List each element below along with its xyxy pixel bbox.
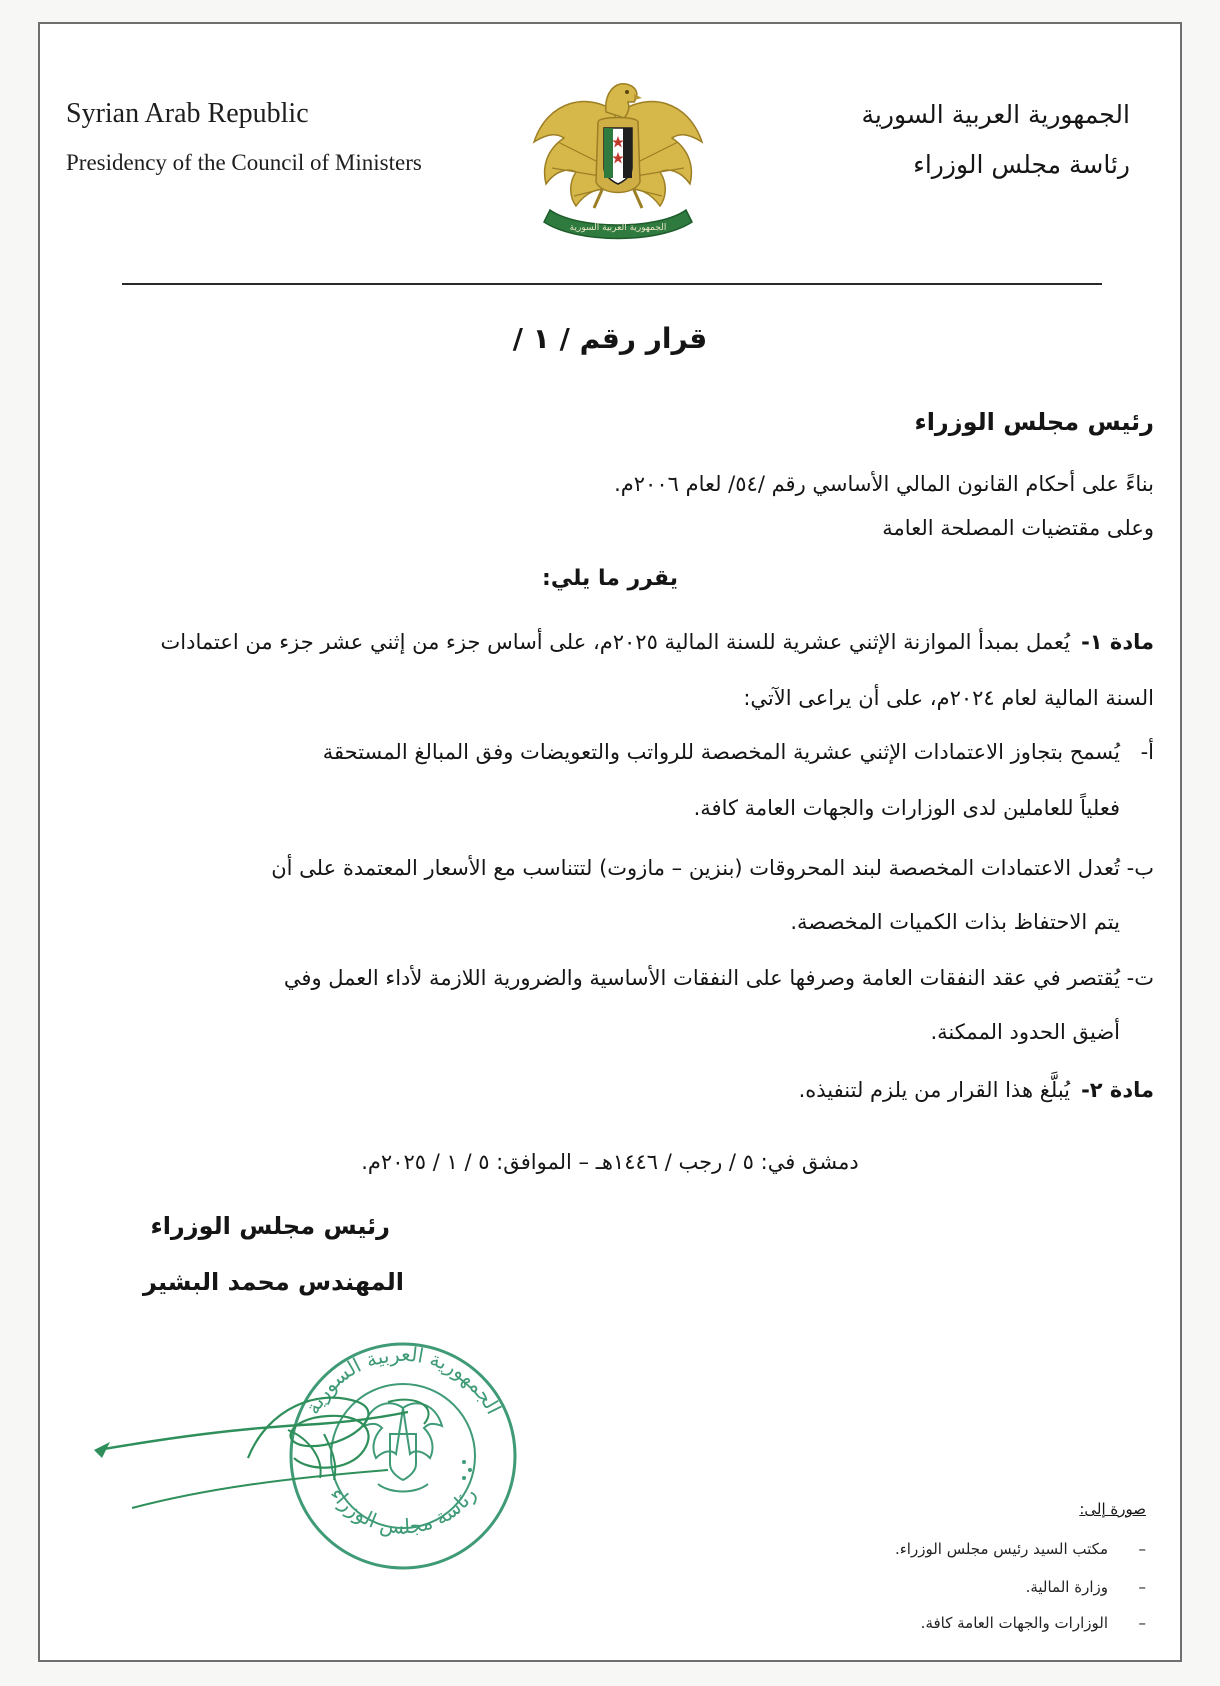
article-2-label: مادة ٢- [1081,1078,1154,1102]
header-ar-country: الجمهورية العربية السورية [861,100,1130,129]
cc-item-dash: – [1138,1614,1146,1632]
handwritten-signature [88,1368,488,1528]
item-b-label: ب- [1126,856,1154,880]
date-line: دمشق في: ٥ / رجب / ١٤٤٦هـ – الموافق: ٥ / ١ / ٢٠٢٥م. [361,1150,859,1174]
cc-item: مكتب السيد رئيس مجلس الوزراء. [894,1540,1108,1558]
item-t-line-2: أضيق الحدود الممكنة. [930,1020,1120,1044]
article-1-line-1: يُعمل بمبدأ الموازنة الإثني عشرية للسنة المالية ٢٠٢٥م، على أساس جزء من إثني عشر جزء من اعتمادات [160,630,1070,654]
cc-heading: صورة إلى: [1079,1500,1146,1518]
preamble-line-2: وعلى مقتضيات المصلحة العامة [882,516,1154,540]
item-a-label: أ- [1140,740,1154,764]
header-divider [122,283,1102,285]
header-ar-presidency: رئاسة مجلس الوزراء [913,150,1130,179]
signatory-title: رئيس مجلس الوزراء [150,1212,390,1240]
cc-item-dash: – [1138,1540,1146,1558]
item-b-line-2: يتم الاحتفاظ بذات الكميات المخصصة. [790,910,1120,934]
cc-item-dash: – [1138,1578,1146,1596]
item-t-label: ت- [1126,966,1154,990]
signatory-name: المهندس محمد البشير [143,1268,404,1296]
stamp-top-text: الجمهورية العربية السورية [300,1341,507,1419]
header-en-presidency: Presidency of the Council of Ministers [66,150,422,175]
preamble-line-1: بناءً على أحكام القانون المالي الأساسي رقم /٥٤/ لعام ٢٠٠٦م. [614,472,1154,496]
article-1-line-2: السنة المالية لعام ٢٠٢٤م، على أن يراعى الآتي: [743,686,1154,710]
article-2-line: يُبلَّغ هذا القرار من يلزم لتنفيذه. [798,1078,1070,1102]
item-b-line-1: تُعدل الاعتمادات المخصصة لبند المحروقات (بنزين – مازوت) لتتناسب مع الأسعار المعتمدة على أن [271,856,1120,880]
decides-heading: يقرر ما يلي: [542,566,678,591]
item-a-line-1: يُسمح بتجاوز الاعتمادات الإثني عشرية المخصصة للرواتب والتعويضات وفق المبالغ المستحقة [322,740,1120,764]
header-en-country: Syrian Arab Republic [66,98,309,129]
item-t-line-1: يُقتصر في عقد النفقات العامة وصرفها على النفقات الأساسية والضرورية اللازمة لأداء العمل وفي [283,966,1120,990]
decision-title: قرار رقم / ١ / [512,322,708,355]
cc-item: وزارة المالية. [1025,1578,1108,1596]
item-a-line-2: فعلياً للعاملين لدى الوزارات والجهات العامة كافة. [693,796,1120,820]
issuer-heading: رئيس مجلس الوزراء [914,408,1154,436]
cc-item: الوزارات والجهات العامة كافة. [920,1614,1108,1632]
emblem-banner-text: الجمهورية العربية السورية [569,223,667,233]
stamp-bottom-text: رئاسة مجلس الوزراء [325,1482,481,1540]
eagle-emblem-icon [528,72,708,244]
article-1-label: مادة ١- [1081,630,1154,654]
